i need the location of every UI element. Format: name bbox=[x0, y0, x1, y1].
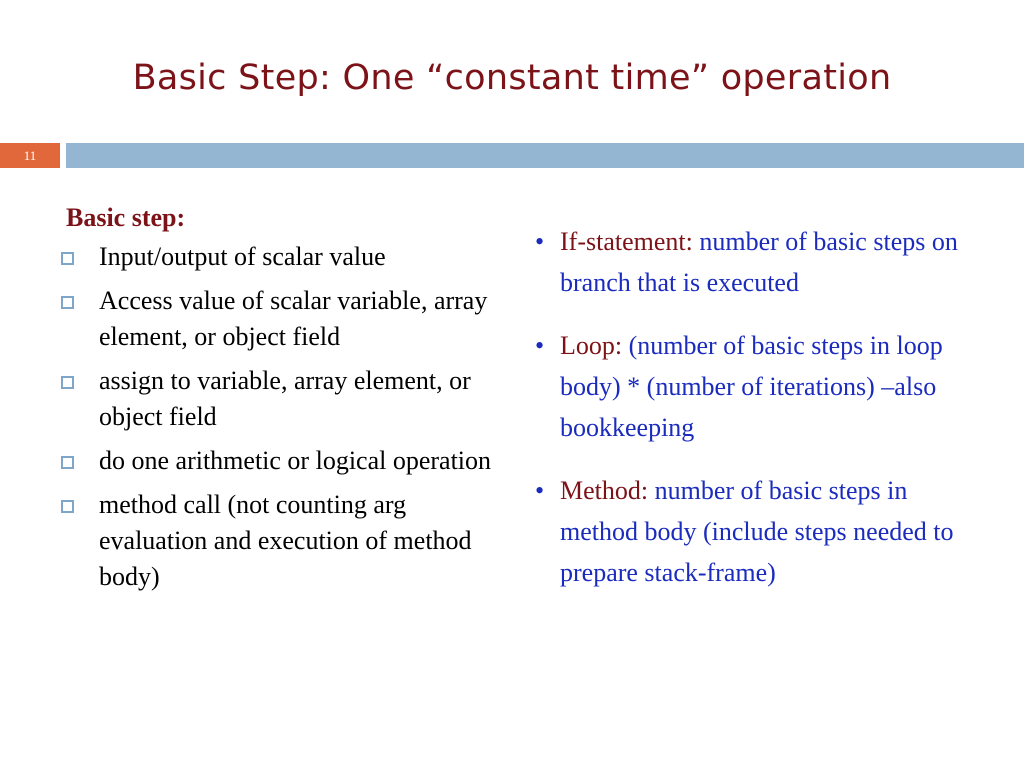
basic-step-list bbox=[55, 239, 515, 595]
square-bullet-icon bbox=[61, 376, 74, 389]
square-bullet-icon bbox=[61, 252, 74, 265]
list-item-method bbox=[535, 470, 975, 593]
header-bar bbox=[66, 143, 1024, 168]
list-item: do one arithmetic or logical operation bbox=[55, 443, 515, 479]
list-item: Input/output of scalar value bbox=[55, 239, 515, 275]
list-item: method call (not counting arg evaluation and execution of method body) bbox=[55, 487, 515, 595]
bullet-dot-icon: • bbox=[535, 331, 545, 360]
slide-title: Basic Step: One “constant time” operation bbox=[132, 58, 892, 98]
if-statement-text: number of basic steps on branch that is executed bbox=[560, 227, 958, 297]
list-item: Access value of scalar variable, array element, or object field bbox=[55, 283, 515, 355]
list-item-if-statement bbox=[535, 221, 975, 303]
bullet-dot-icon: • bbox=[535, 227, 545, 256]
basic-step-heading: Basic step: bbox=[66, 203, 186, 232]
right-column bbox=[535, 221, 975, 615]
construct-list bbox=[535, 221, 975, 593]
list-item-loop bbox=[535, 325, 975, 448]
if-statement-label: If-statement: bbox=[560, 227, 693, 256]
method-text: number of basic steps in method body (include steps needed to prepare stack-frame) bbox=[560, 476, 954, 587]
square-bullet-icon bbox=[61, 500, 74, 513]
left-column bbox=[55, 203, 515, 603]
loop-text: (number of basic steps in loop body) * (number of iterations) –also bookkeeping bbox=[560, 331, 943, 442]
bullet-dot-icon: • bbox=[535, 476, 545, 505]
method-label: Method: bbox=[560, 476, 649, 505]
loop-label: Loop: bbox=[560, 331, 623, 360]
list-item: assign to variable, array element, or object field bbox=[55, 363, 515, 435]
square-bullet-icon bbox=[61, 296, 74, 309]
slide-number: 11 bbox=[0, 143, 60, 168]
square-bullet-icon bbox=[61, 456, 74, 469]
